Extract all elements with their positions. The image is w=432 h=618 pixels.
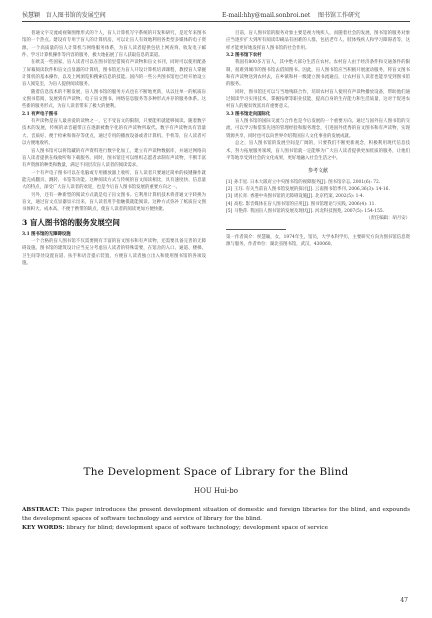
reference-text: 高松. 影音媒体在盲人图书馆的应用[J]. 图书馆理论与实践, 2006(4): 11. [234, 201, 376, 207]
header-author: 侯慧颖 [22, 12, 41, 19]
reference-number: [1] [226, 179, 233, 185]
body-paragraph: 在欧美一些国家，盲人读者可以在图书馆里借阅有声读物和盲文书刊，同时可以使用配备了屏幕阅读软件和盲文点显器的计算机，图书馆还为盲人开设计算机培训课程，教授盲人掌握计算机的基本操作，以及上网浏览和搜索信息的技能。国内的一些公共图书馆也已经开始设立盲人阅览室，为盲人提供阅读服务。 [22, 60, 206, 88]
reference-number: [4] [226, 201, 233, 207]
body-paragraph: 普通文字交流或视频图像形式的个人，盲人计算机写字系统的开发和研究，是近年来图书馆的一个热点。建设有专用于盲人的计算机房，可以让盲人有效地利用各类型多媒体的电子资源。一个高质量的盲人计算机与网络服务体系，为盲人读者提供包括上网查询、收发电子邮件、学习计算机操作等内容的服务，极大地拓展了盲人获取信息的渠道。 [22, 31, 206, 59]
body-paragraph: 盲人图书馆的国际交流与合作也是今后发展的一个重要方向。通过与国外盲人图书馆的交流，可以学习和借鉴先进的管理经验和服务理念，引进国外优秀的盲文图书和有声读物，实现资源共享，同时也可以向世界介绍我国盲人文化事业的发展成就。 [226, 119, 410, 139]
reference-text: 王珏. 有关当前盲人图书馆发展的探讨[J]. 云南图书馆季刊, 2006,36(3): 14-16. [234, 186, 390, 192]
author-bio: 第一作者简介：侯慧颖，女，1974年生，馆员，大学本科学历，主要研究方向为图书馆信息资源与服务。作者单位：湖北省图书馆，武汉，430060。 [226, 234, 410, 247]
left-column [22, 30, 206, 267]
section-heading: 3.1 图书馆的无障碍设施 [22, 231, 71, 237]
english-keywords [22, 524, 410, 533]
header-email: E-mail:hhy@mail.sonbroi.net [222, 12, 311, 19]
reference-number: [2] [226, 186, 233, 192]
body-paragraph: 盲人图书馆可以将馆藏的有声资料进行数字化加工，建立有声读物数据库，并通过网络向盲人读者提供在线收听和下载服务。同时，图书馆还可以组织志愿者录制有声读物，不断丰富有声资源的种类和数量，满足不同层次盲人读者的阅读需求。 [22, 148, 206, 169]
reference-number: [3] [226, 194, 233, 200]
editor-note: （责任编辑：胡月安） [366, 216, 410, 222]
body-paragraph: 有声读物是盲人最喜爱的读物之一，它不受盲文的限制，只要能听就能够阅读。随着数字技术的发展，传统的录音磁带正在逐渐被数字化的有声读物所取代。数字有声读物具有容量大、音质好、便于检索和保存等优点，通过专用的播放设备或者计算机、手机等，盲人读者可以方便地收听。 [22, 119, 206, 147]
keywords-label: KEY WORDS: [22, 525, 65, 531]
running-header-right [222, 10, 360, 19]
reference-item [226, 179, 410, 186]
footnote-rule [226, 229, 286, 230]
reference-text: 孙丰星. 日本大阪府立中央图书馆的视障服务[J]. 图书馆杂志, 2001(6): 72. [234, 179, 381, 185]
reference-text: 马艳萍. 我国盲人图书馆的发展及现状[J]. 河北科技图苑, 2007(5): 154-155. [234, 208, 385, 214]
chapter-heading: 3 盲人图书馆的服务发展空间 [22, 217, 120, 227]
section-heading: 3.3 图书馆走向国际化 [226, 111, 271, 117]
english-abstract-block [22, 506, 410, 533]
body-paragraph: 总之，盲人图书馆的发展空间是广阔的，只要我们不断更新观念，积极利用现代信息技术，努力拓展服务领域，盲人图书馆就一定能够为广大盲人读者提供更加优质的服务，让他们平等地享受到社会的文化成果，更好地融入社会生活之中。 [226, 141, 410, 161]
body-paragraph: 一个合格的盲人图书馆不仅需要拥有丰富的盲文图书和有声读物，还需要具备完善的无障碍设施。图书馆的建筑设计应当充分考虑盲人读者的特殊需要，在馆舍的入口、通道、楼梯、卫生间等处设置盲道、扶手和语音提示装置，方便盲人读者独立出入和使用图书馆的各项设施。 [22, 238, 206, 266]
keywords-text: library for blind; development space of software technology; development space of service [64, 525, 328, 531]
running-header-left [22, 10, 106, 19]
header-rule [22, 21, 410, 22]
reference-text: 周长青. 香港中央图书馆的无障碍设施[J]. 北京档案, 2002(5): 1-4. [234, 194, 365, 200]
body-paragraph: 一个有声电子图书可以在电脑或专用播放器上收听，盲人读者只要通过简单的按键操作就能完成翻页、跳转、书签等功能。这种阅读方式与传统的盲文阅读相比，具有速度快、信息量大的特点，深受广大盲人读者的欢迎，也是今后盲人图书馆发展的重要方向之一。 [22, 170, 206, 191]
references-heading: 参考文献 [307, 168, 328, 175]
body-paragraph: 另外，还有一种新型的阅读方式就是电子盲文图书。它利用计算机技术将普通文字转换为盲文，通过盲文点显器显示出来，盲人读者用手指触摸就能阅读。这种方式弥补了纸质盲文图书体积大、成本高、不便于携带的缺点，使盲人读者的阅读更加方便快捷。 [22, 192, 206, 213]
abstract-label: ABSTRACT: [22, 507, 60, 513]
body-paragraph: 目前，盲人图书馆的服务对象主要是视力残疾人，而随着社会的发展，图书馆的服务对象应当逐步扩大到所有阅读印刷品有困难的人群，包括老年人、肢体残疾人和学习障碍者等，这样才能更好地发挥盲人图书馆的社会作用。 [226, 31, 410, 51]
header-title: 盲人图书馆的发展空间 [45, 12, 106, 19]
reference-item [226, 186, 410, 193]
section-heading: 3.2 图书馆下农村 [226, 53, 262, 59]
header-journal: 图书馆工作研究 [317, 12, 360, 19]
reference-item [226, 208, 410, 215]
english-author: HOU Hui-bo [194, 487, 238, 495]
reference-number: [5] [226, 208, 233, 214]
body-paragraph: 我国有800多万盲人，其中绝大部分生活在农村。农村盲人由于经济条件和交通条件的限制，很难到城市的图书馆去借阅图书。因此，盲人图书馆应当积极开展流动服务，将盲文图书和有声读物送到农村去，在乡镇和村一级建立图书流通点，让农村盲人读者也能享受到图书馆的服务。 [226, 60, 410, 88]
page-number: 47 [400, 597, 408, 604]
reference-item [226, 193, 410, 200]
body-paragraph: 同时，图书馆还可以与当地残联合作，培训农村盲人使用有声读物播放设备，帮助他们通过阅读学习实用技术，掌握按摩等职业技能，提高自身的生存能力和生活质量，这对于促进农村盲人的脱贫致富具有重要意义。 [226, 89, 410, 110]
english-title: The Development Space of Library for the Blind [83, 466, 349, 478]
body-paragraph: 随着信息技术的不断发展，盲人图书馆的服务方式也在不断地更新，从以往单一的纸质盲文图书借阅，发展到有声读物、电子盲文图书、网络信息服务等多种形式并存的服务体系。这些新的服务形式，为盲人读者带来了极大的便利。 [22, 89, 206, 110]
section-heading: 2.1 有声电子图书 [22, 111, 58, 117]
reference-item [226, 201, 410, 208]
right-column [226, 30, 410, 248]
abstract-text: This paper introduces the present development situation of domestic and foreign libraries for the blind, and expounds the development spaces of software technology and service of library for the blind. [22, 507, 410, 522]
english-abstract [22, 506, 410, 524]
